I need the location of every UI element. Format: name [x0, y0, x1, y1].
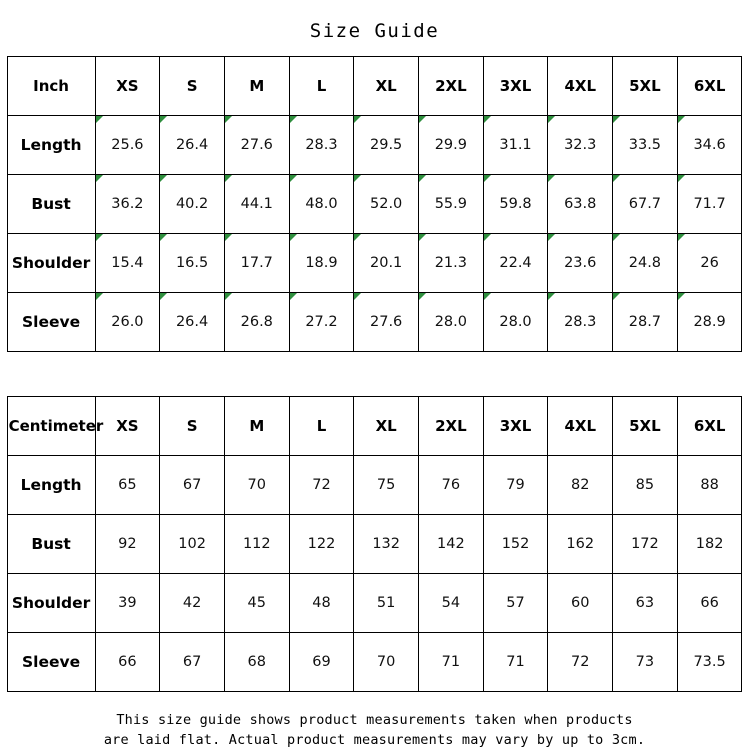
page-title: Size Guide	[309, 20, 440, 42]
measure-value: 16.5	[160, 234, 225, 293]
size-table-inch	[7, 56, 743, 352]
measure-value: 52.0	[354, 175, 419, 234]
measure-value: 54	[419, 574, 484, 633]
measure-value: 31.1	[483, 116, 548, 175]
measure-value: 22.4	[483, 234, 548, 293]
measure-value: 66	[95, 633, 160, 692]
measure-value: 32.3	[548, 116, 613, 175]
measure-value: 72	[548, 633, 613, 692]
measure-label: Bust	[7, 175, 95, 234]
measure-value: 39	[95, 574, 160, 633]
size-header: 6XL	[677, 57, 742, 116]
measure-value: 23.6	[548, 234, 613, 293]
size-table-centimeter	[7, 396, 743, 692]
measure-value: 40.2	[160, 175, 225, 234]
measure-value: 45	[224, 574, 289, 633]
measure-label: Length	[7, 116, 95, 175]
measure-value: 20.1	[354, 234, 419, 293]
footer-line-1: This size guide shows product measurements taken when products	[116, 712, 633, 728]
measure-value: 72	[289, 456, 354, 515]
size-header: L	[289, 57, 354, 116]
measure-value: 27.6	[224, 116, 289, 175]
measure-value: 182	[677, 515, 742, 574]
measure-value: 76	[419, 456, 484, 515]
unit-label-inch: Inch	[7, 57, 95, 116]
measure-value: 132	[354, 515, 419, 574]
size-header: 6XL	[677, 397, 742, 456]
size-header: 5XL	[613, 57, 678, 116]
measure-value: 162	[548, 515, 613, 574]
table-header-row	[7, 397, 742, 456]
measure-value: 57	[483, 574, 548, 633]
measure-value: 28.9	[677, 293, 742, 352]
table-header-row	[7, 57, 742, 116]
measure-value: 26.8	[224, 293, 289, 352]
measure-value: 67	[160, 633, 225, 692]
size-header: M	[224, 397, 289, 456]
measure-value: 28.0	[419, 293, 484, 352]
measure-value: 42	[160, 574, 225, 633]
size-header: XL	[354, 57, 419, 116]
measure-value: 66	[677, 574, 742, 633]
measure-value: 70	[224, 456, 289, 515]
size-header: 4XL	[548, 397, 613, 456]
measure-value: 73	[613, 633, 678, 692]
measure-value: 172	[613, 515, 678, 574]
size-header: S	[160, 57, 225, 116]
measure-value: 69	[289, 633, 354, 692]
measure-label: Length	[7, 456, 95, 515]
measure-value: 88	[677, 456, 742, 515]
size-header: S	[160, 397, 225, 456]
measure-label: Bust	[7, 515, 95, 574]
measure-value: 24.8	[613, 234, 678, 293]
measure-value: 44.1	[224, 175, 289, 234]
table-row	[7, 574, 742, 633]
measure-value: 48	[289, 574, 354, 633]
measure-value: 15.4	[95, 234, 160, 293]
table-row	[7, 116, 742, 175]
measure-label: Shoulder	[7, 574, 95, 633]
measure-value: 73.5	[677, 633, 742, 692]
measure-value: 29.9	[419, 116, 484, 175]
measure-value: 55.9	[419, 175, 484, 234]
measure-value: 48.0	[289, 175, 354, 234]
size-header: 3XL	[483, 397, 548, 456]
measure-value: 60	[548, 574, 613, 633]
table-row	[7, 293, 742, 352]
measure-value: 25.6	[95, 116, 160, 175]
measure-value: 63	[613, 574, 678, 633]
size-header: M	[224, 57, 289, 116]
measure-value: 28.0	[483, 293, 548, 352]
measure-value: 67	[160, 456, 225, 515]
measure-value: 85	[613, 456, 678, 515]
size-header: XL	[354, 397, 419, 456]
measure-value: 59.8	[483, 175, 548, 234]
unit-label-centimeter: Centimeter	[7, 397, 95, 456]
size-header: XS	[95, 397, 160, 456]
measure-value: 67.7	[613, 175, 678, 234]
measure-label: Sleeve	[7, 633, 95, 692]
measure-value: 152	[483, 515, 548, 574]
measure-value: 34.6	[677, 116, 742, 175]
footer-line-2: are laid flat. Actual product measurements may vary by up to 3cm.	[103, 732, 646, 748]
measure-value: 36.2	[95, 175, 160, 234]
table-row	[7, 234, 742, 293]
measure-value: 82	[548, 456, 613, 515]
measure-value: 27.2	[289, 293, 354, 352]
measure-value: 29.5	[354, 116, 419, 175]
footer-note	[0, 710, 749, 750]
table-row	[7, 515, 742, 574]
measure-value: 71.7	[677, 175, 742, 234]
measure-value: 63.8	[548, 175, 613, 234]
measure-value: 79	[483, 456, 548, 515]
table-row	[7, 456, 742, 515]
measure-value: 26.0	[95, 293, 160, 352]
measure-value: 142	[419, 515, 484, 574]
size-header: L	[289, 397, 354, 456]
measure-value: 122	[289, 515, 354, 574]
measure-value: 51	[354, 574, 419, 633]
measure-value: 75	[354, 456, 419, 515]
measure-value: 21.3	[419, 234, 484, 293]
size-header: 5XL	[613, 397, 678, 456]
size-header: 3XL	[483, 57, 548, 116]
size-header: 2XL	[419, 57, 484, 116]
measure-label: Sleeve	[7, 293, 95, 352]
measure-value: 28.3	[548, 293, 613, 352]
measure-value: 26	[677, 234, 742, 293]
measure-value: 68	[224, 633, 289, 692]
measure-value: 27.6	[354, 293, 419, 352]
measure-value: 17.7	[224, 234, 289, 293]
size-header: XS	[95, 57, 160, 116]
measure-value: 33.5	[613, 116, 678, 175]
size-header: 4XL	[548, 57, 613, 116]
measure-value: 71	[419, 633, 484, 692]
measure-value: 70	[354, 633, 419, 692]
measure-value: 112	[224, 515, 289, 574]
measure-value: 28.3	[289, 116, 354, 175]
measure-value: 26.4	[160, 293, 225, 352]
measure-value: 26.4	[160, 116, 225, 175]
size-header: 2XL	[419, 397, 484, 456]
measure-value: 92	[95, 515, 160, 574]
table-row	[7, 175, 742, 234]
measure-label: Shoulder	[7, 234, 95, 293]
table-spacer	[0, 352, 749, 396]
measure-value: 102	[160, 515, 225, 574]
table-row	[7, 633, 742, 692]
measure-value: 65	[95, 456, 160, 515]
measure-value: 28.7	[613, 293, 678, 352]
measure-value: 71	[483, 633, 548, 692]
measure-value: 18.9	[289, 234, 354, 293]
